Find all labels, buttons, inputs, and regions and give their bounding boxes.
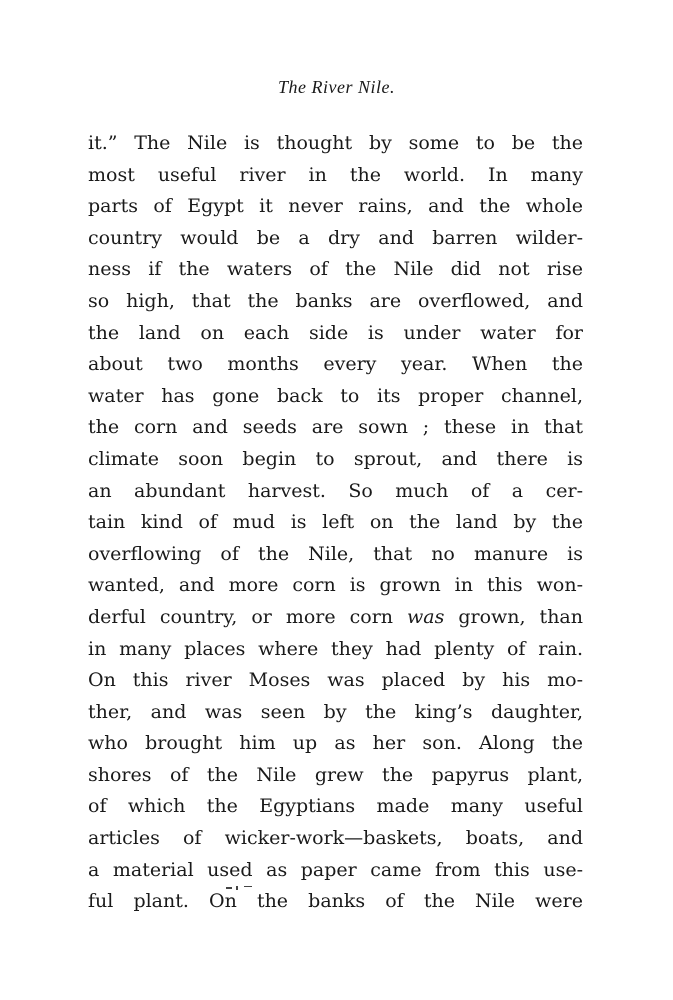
text-line: wanted, and more corn is grown in this won- <box>88 574 583 597</box>
text-line: about two months every year. When the <box>88 353 583 376</box>
text-line: an abundant harvest. So much of a cer- <box>88 479 583 502</box>
text-line: in many places where they had plenty of rain. <box>88 637 583 660</box>
text-line: country would be a dry and barren wilder- <box>88 226 583 249</box>
text-line: who brought him up as her son. Along the <box>88 732 583 755</box>
text-line: articles of wicker-work—baskets, boats, and <box>88 827 583 850</box>
text-line: a material used as paper came from this use- <box>88 858 583 881</box>
speck-mark <box>226 887 232 889</box>
text-line: ful plant. On the banks of the Nile were <box>88 890 583 913</box>
italic-word: was <box>407 605 445 628</box>
print-specks <box>226 884 276 892</box>
text-line: the land on each side is under water for <box>88 321 583 344</box>
body-text <box>88 128 583 918</box>
speck-mark <box>244 886 252 887</box>
text-line: ther, and was seen by the king’s daughter, <box>88 700 583 723</box>
text-line: climate soon begin to sprout, and there is <box>88 447 583 470</box>
text-segment: grown, than <box>444 605 583 628</box>
text-line: water has gone back to its proper channel, <box>88 384 583 407</box>
text-line: overflowing of the Nile, that no manure is <box>88 542 583 565</box>
text-line: so high, that the banks are overflowed, and <box>88 289 583 312</box>
speck-mark <box>236 886 238 890</box>
text-line: On this river Moses was placed by his mo- <box>88 669 583 692</box>
text-line: shores of the Nile grew the papyrus plant, <box>88 763 583 786</box>
text-line: the corn and seeds are sown ; these in that <box>88 416 583 439</box>
text-line: it.” The Nile is thought by some to be the <box>88 132 583 154</box>
text-line: ness if the waters of the Nile did not rise <box>88 258 583 281</box>
text-line-mixed <box>88 602 583 634</box>
running-head: The River Nile. <box>278 77 395 97</box>
text-segment: derful country, or more corn <box>88 605 408 628</box>
text-line: of which the Egyptians made many useful <box>88 795 583 818</box>
text-line: parts of Egypt it never rains, and the whole <box>88 195 583 218</box>
text-line: most useful river in the world. In many <box>88 163 583 186</box>
text-line: tain kind of mud is left on the land by the <box>88 511 583 534</box>
